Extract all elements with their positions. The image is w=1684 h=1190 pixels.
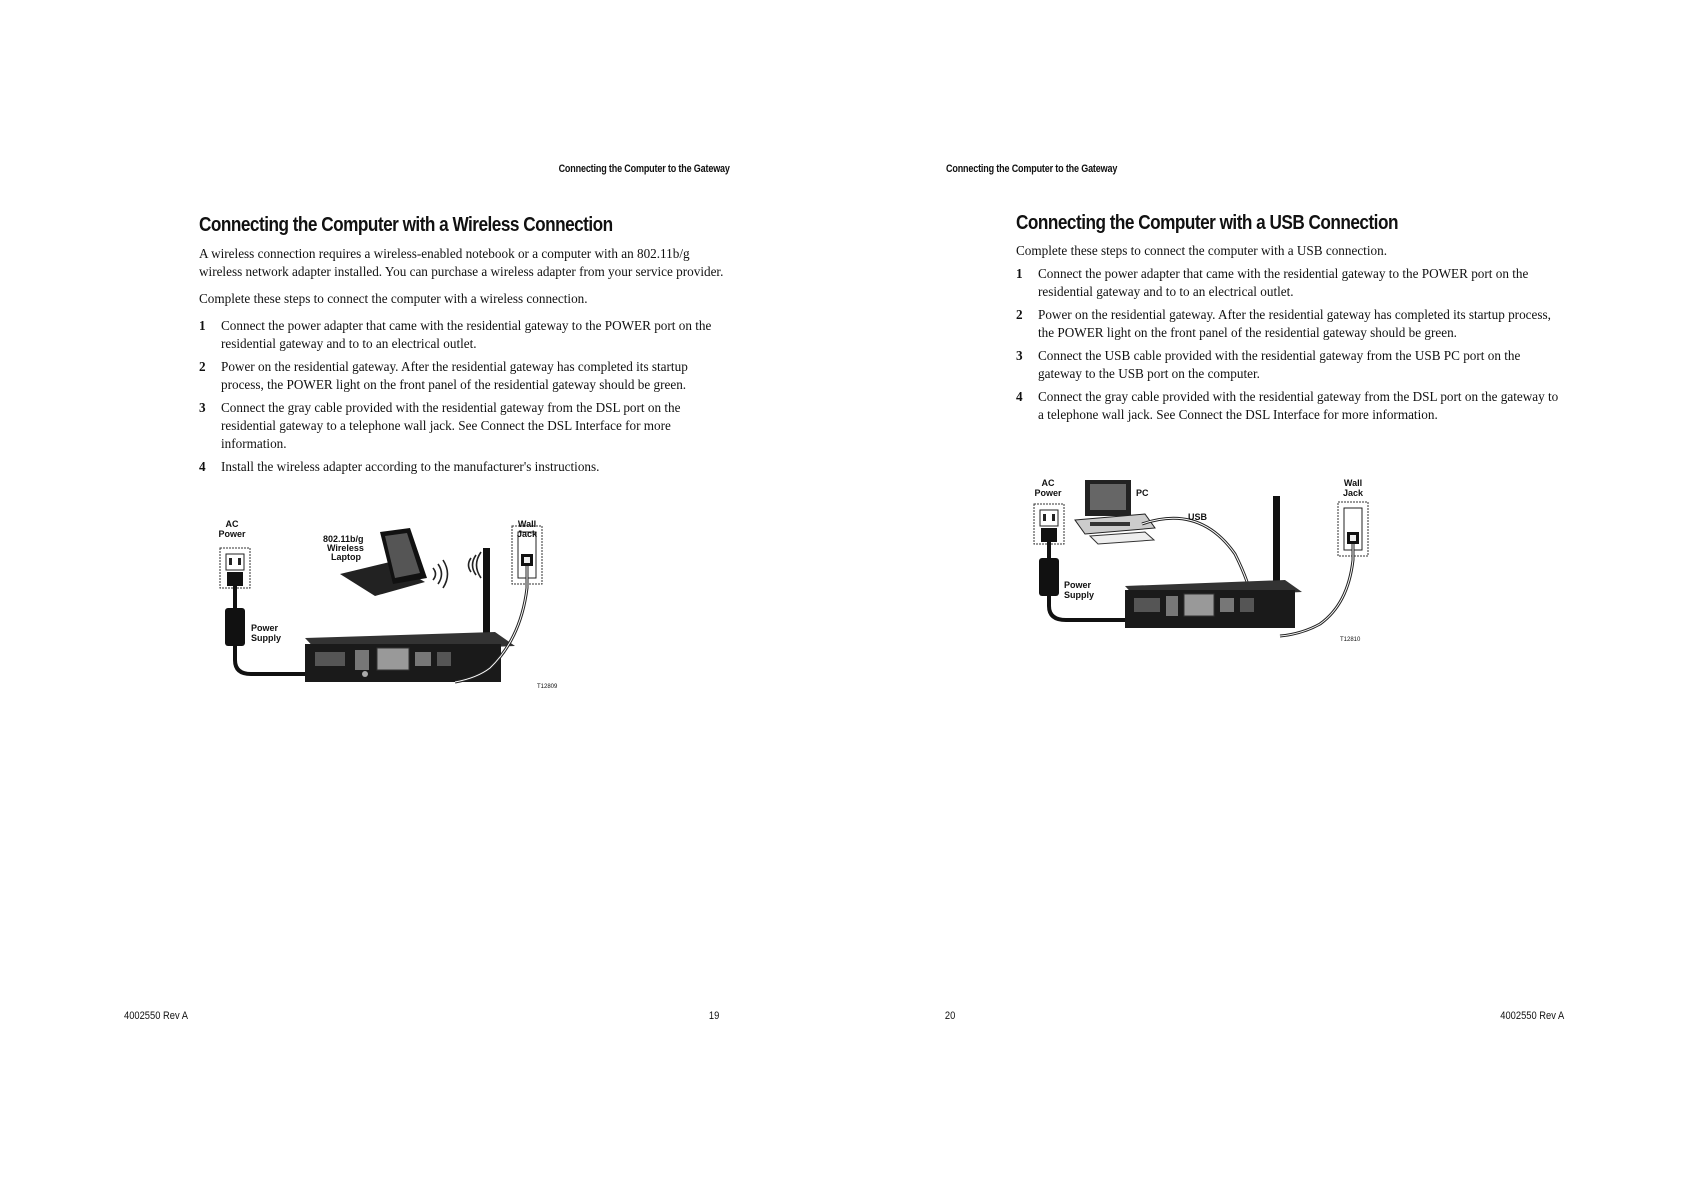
running-header: Connecting the Computer to the Gateway [558,163,730,175]
usb-diagram-svg [1030,474,1386,650]
footer-doc-number: 4002550 Rev A [124,1010,188,1022]
wall-jack-label: Wall [1343,478,1363,488]
step-number: 1 [1016,266,1023,281]
usb-connection-diagram [1030,474,1386,650]
running-header: Connecting the Computer to the Gateway [946,163,1118,175]
gateway-icon [305,632,515,682]
step-text: Connect the power adapter that came with the residential gateway to the POWER port on the residential gateway and to to an electrical outlet. [221,318,712,351]
page-number: 19 [708,1010,720,1022]
step-text: Install the wireless adapter according to the manufacturer's instructions. [221,459,600,474]
wireless-signal-icon [433,552,481,588]
step-item [1016,388,1561,424]
step-number: 2 [199,359,206,374]
step-number: 1 [199,318,206,333]
power-supply-icon [225,608,245,646]
steps-list [199,317,729,476]
figure-code: T12809 [537,684,558,690]
wall-jack-label: Jack [516,529,538,539]
section-body [199,245,729,481]
ac-power-label: AC [225,519,239,529]
steps-list [1016,265,1561,424]
wireless-diagram-svg [215,518,581,698]
wall-jack-label: Jack [1342,488,1364,498]
ac-outlet-icon [220,548,250,588]
step-text: Connect the gray cable provided with the residential gateway from the DSL port on the gateway to a telephone wall jack. See Connect the DSL Interface for more information. [1038,389,1559,422]
power-supply-label: Power [1064,580,1092,590]
step-item [1016,347,1561,383]
step-text: Power on the residential gateway. After the residential gateway has completed its startup process, the POWER light on the front panel of the residential gateway should be green. [221,359,688,392]
steps-lead: Complete these steps to connect the computer with a USB connection. [1016,243,1387,258]
step-item [199,358,729,394]
step-item [199,399,729,453]
footer-doc-number: 4002550 Rev A [1500,1010,1564,1022]
step-item [199,317,729,353]
pc-label: PC [1136,488,1149,498]
wireless-connection-diagram [215,518,581,698]
step-number: 3 [1016,348,1023,363]
power-supply-label: Power [251,623,279,633]
step-text: Power on the residential gateway. After the residential gateway has completed its startup process, the POWER light on the front panel of the residential gateway should be green. [1038,307,1551,340]
power-supply-label: Supply [1064,590,1095,600]
step-item [1016,306,1561,342]
right-page [842,0,1684,1190]
power-cord [235,646,310,674]
step-text: Connect the gray cable provided with the residential gateway from the DSL port on the residential gateway to a telephone wall jack. See Connect the DSL Interface for more information. [221,400,681,451]
power-supply-label: Supply [251,633,282,643]
gateway-icon [1125,580,1302,628]
step-item [1016,265,1561,301]
laptop-label: Wireless [327,543,364,553]
laptop-label: 802.11b/g [323,534,364,544]
intro-paragraph: A wireless connection requires a wireless-enabled notebook or a computer with an 802.11b/g wireless network adapter installed. You can purchase a wireless adapter from your service provider. [199,246,724,279]
antenna-icon [1273,496,1280,592]
ac-power-label: Power [1034,488,1062,498]
step-number: 3 [199,400,206,415]
steps-lead: Complete these steps to connect the computer with a wireless connection. [199,291,588,306]
power-supply-icon [1039,558,1059,596]
section-body [1016,242,1561,429]
page-number: 20 [944,1010,956,1022]
section-title: Connecting the Computer with a Wireless Connection [199,214,613,236]
ac-power-label: AC [1041,478,1055,488]
step-text: Connect the USB cable provided with the residential gateway from the USB PC port on the gateway to the USB port on the computer. [1038,348,1521,381]
ac-power-label: Power [218,529,246,539]
section-title: Connecting the Computer with a USB Connection [1016,212,1398,234]
step-text: Connect the power adapter that came with the residential gateway to the POWER port on the residential gateway and to to an electrical outlet. [1038,266,1529,299]
step-item [199,458,729,476]
figure-code: T12810 [1340,637,1361,643]
usb-label: USB [1188,512,1208,522]
ac-outlet-icon [1034,504,1064,544]
step-number: 4 [199,459,206,474]
step-number: 4 [1016,389,1023,404]
laptop-label: Laptop [331,552,361,562]
step-number: 2 [1016,307,1023,322]
wall-jack-label: Wall [517,519,537,529]
